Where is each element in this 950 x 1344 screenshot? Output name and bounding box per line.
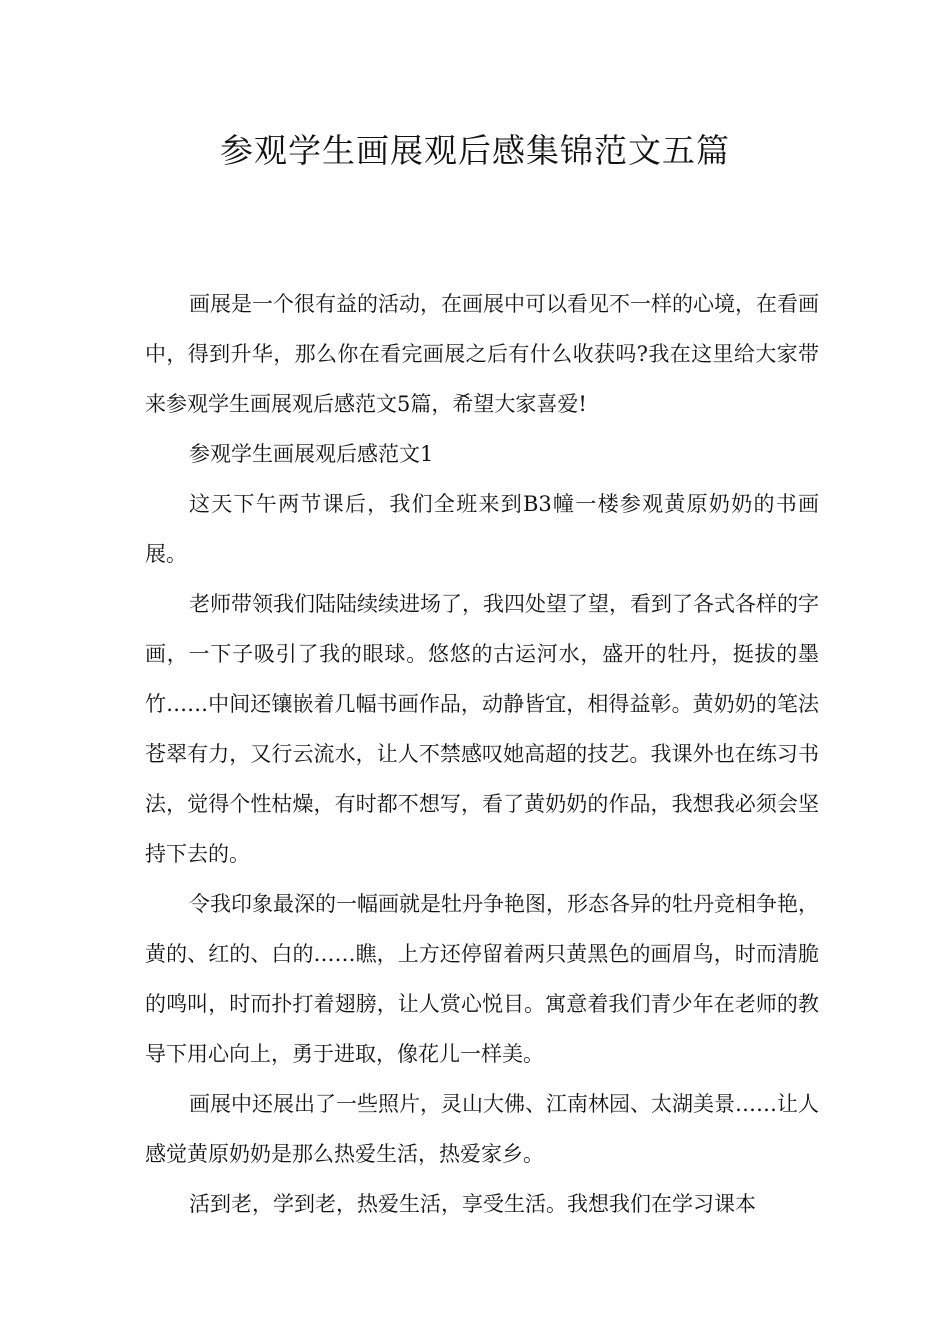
paragraph: 这天下午两节课后，我们全班来到B3幢一楼参观黄原奶奶的书画展。 xyxy=(145,492,819,566)
paragraph-intro: 画展是一个很有益的活动，在画展中可以看见不一样的心境，在看画中，得到升华，那么你在看完画展之后有什么收获吗?我在这里给大家带来参观学生画展观后感范文5篇，希望大家喜爱! xyxy=(145,292,819,416)
paragraph: 令我印象最深的一幅画就是牡丹争艳图，形态各异的牡丹竞相争艳，黄的、红的、白的……瞧，上方还停留着两只黄黑色的画眉鸟，时而清脆的鸣叫，时而扑打着翅膀，让人赏心悦目。寓意着我们青少年在老师的教导下用心向上，勇于进取，像花儿一样美。 xyxy=(145,892,819,1066)
document-title: 参观学生画展观后感集锦范文五篇 xyxy=(220,131,730,170)
section-heading: 参观学生画展观后感范文1 xyxy=(189,442,434,466)
paragraph: 画展中还展出了一些照片，灵山大佛、江南林园、太湖美景……让人感觉黄原奶奶是那么热爱生活，热爱家乡。 xyxy=(145,1092,819,1166)
paragraph: 老师带领我们陆陆续续进场了，我四处望了望，看到了各式各样的字画，一下子吸引了我的眼球。悠悠的古运河水，盛开的牡丹，挺拔的墨竹……中间还镶嵌着几幅书画作品，动静皆宜，相得益彰。黄奶奶的笔法苍翠有力，又行云流水，让人不禁感叹她高超的技艺。我课外也在练习书法，觉得个性枯燥，有时都不想写，看了黄奶奶的作品，我想我必须会坚持下去的。 xyxy=(145,592,819,866)
paragraph-partial: 活到老，学到老，热爱生活，享受生活。我想我们在学习课本 xyxy=(189,1192,756,1216)
document-body xyxy=(145,279,819,1229)
